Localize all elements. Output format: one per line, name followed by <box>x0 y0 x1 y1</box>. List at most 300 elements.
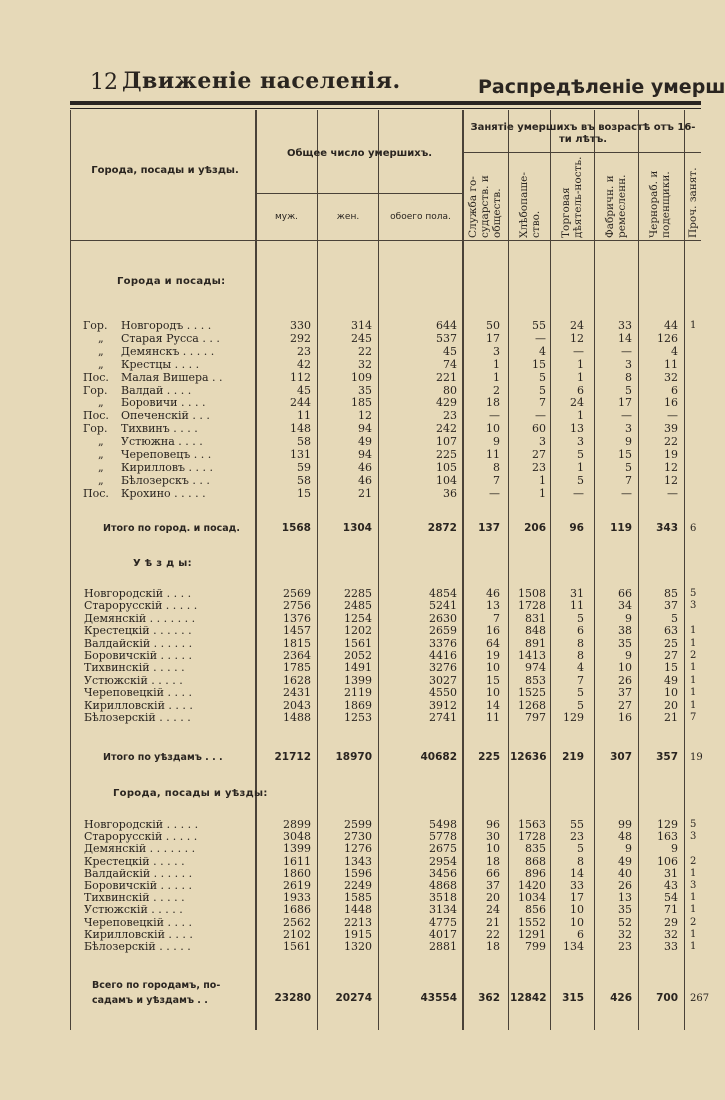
cell-c1: 19 <box>486 649 500 662</box>
cell-c5: 63 <box>664 624 678 638</box>
cell-c1: 10 <box>486 422 500 436</box>
cell-c5: 20 <box>664 698 678 712</box>
cell-m: 2431 <box>283 686 311 700</box>
cell-c2: 853 <box>525 673 546 687</box>
cell-c2: 831 <box>525 611 546 625</box>
row-name: Крестцы . . . . <box>121 357 200 371</box>
cell-c3: 11 <box>570 599 584 613</box>
cell-t: 5778 <box>429 830 457 844</box>
cell-f: 1596 <box>344 866 372 880</box>
row-name: Череповецкій . . . . <box>84 915 192 929</box>
cell-m: 23280 <box>274 992 311 1004</box>
cell-f: 20274 <box>335 992 372 1004</box>
row-name: Старая Русса . . . <box>121 331 220 345</box>
cell-t: 3456 <box>429 866 457 880</box>
cell-c6: 2 <box>690 855 697 867</box>
cell-c3: 8 <box>577 636 584 650</box>
table-row <box>0 409 701 422</box>
section-title: Распредѣленіе умерш <box>478 76 725 98</box>
cell-c2: 1728 <box>518 830 546 844</box>
cell-c1: 16 <box>486 624 500 638</box>
cell-c1: 14 <box>486 698 500 712</box>
cell-c3: 5 <box>577 611 584 625</box>
table-row <box>0 879 701 892</box>
cell-t: 23 <box>443 409 457 423</box>
cell-c5: 357 <box>656 751 678 763</box>
cell-c2: 12842 <box>510 992 547 1004</box>
cell-c1: 18 <box>486 940 500 953</box>
row-name: Демянскъ . . . . . <box>121 344 215 358</box>
cell-c3: — <box>573 486 584 500</box>
col-header-occ-other: Проч. занят. <box>687 167 699 238</box>
cell-t: 4854 <box>429 587 457 600</box>
cell-m: 1628 <box>283 673 311 687</box>
col-header-female: жен. <box>336 212 360 222</box>
cell-t: 242 <box>436 422 457 436</box>
cell-c4: 13 <box>618 891 632 905</box>
cell-c3: 7 <box>577 673 584 687</box>
cell-m: 2756 <box>283 599 311 613</box>
cell-f: 1304 <box>342 522 372 534</box>
cell-c6: 267 <box>690 993 710 1004</box>
cell-c6: 3 <box>690 880 697 891</box>
col-header-male: муж. <box>274 212 299 222</box>
cell-c2: 1268 <box>518 698 546 712</box>
cell-c5: 44 <box>664 319 678 332</box>
cell-c5: 700 <box>656 992 678 1004</box>
row-prefix: „ <box>98 344 104 358</box>
cell-c2: 835 <box>525 842 546 856</box>
cell-m: 148 <box>290 422 311 436</box>
cell-t: 80 <box>443 383 457 397</box>
cell-c6: 1 <box>690 699 697 711</box>
cell-c2: 1508 <box>518 587 546 600</box>
cell-m: 1785 <box>283 661 311 675</box>
cell-m: 2102 <box>283 927 311 941</box>
col-header-occ-service: Служба го-сударств. и обществ. <box>467 175 503 238</box>
row-name: Крестецкій . . . . . . <box>84 624 192 638</box>
cell-c5: 21 <box>664 711 678 724</box>
row-name: Устюжскій . . . . . <box>84 673 183 687</box>
cell-c2: 974 <box>525 661 546 675</box>
cell-c6: 6 <box>690 523 697 534</box>
table-row <box>0 448 701 461</box>
cell-c3: 14 <box>570 866 584 880</box>
table-row <box>0 674 701 687</box>
cell-f: 1585 <box>344 891 372 905</box>
cell-f: 109 <box>351 370 372 384</box>
table-row <box>0 661 701 674</box>
page-header <box>0 0 725 110</box>
cell-m: 45 <box>297 383 311 397</box>
cell-c1: 10 <box>486 686 500 700</box>
cell-c5: 9 <box>671 842 678 856</box>
cell-t: 74 <box>443 357 457 371</box>
cell-c1: 10 <box>486 842 500 856</box>
cell-t: 107 <box>436 435 457 449</box>
cell-t: 4416 <box>429 649 457 662</box>
cell-c4: 9 <box>625 649 632 662</box>
row-name: Боровичскій . . . . . <box>84 649 193 662</box>
col-header-both: обоего пола. <box>390 212 451 222</box>
cell-t: 105 <box>436 460 457 474</box>
row-name: Демянскій . . . . . . . <box>84 611 196 625</box>
cell-c1: 24 <box>486 903 500 917</box>
table-row <box>0 686 701 699</box>
cell-c4: 10 <box>618 661 632 675</box>
cell-m: 112 <box>290 370 311 384</box>
row-name: Череповецъ . . . <box>121 448 212 461</box>
cell-m: 59 <box>297 460 311 474</box>
cell-c2: 868 <box>525 854 546 868</box>
cell-m: 131 <box>290 448 311 461</box>
cell-c5: 6 <box>671 383 678 397</box>
cell-f: 46 <box>358 460 372 474</box>
row-name: Валдайскій . . . . . . <box>84 636 193 650</box>
cell-t: 4550 <box>429 686 457 700</box>
row-name: Устюжна . . . . <box>121 435 203 449</box>
cell-c3: 5 <box>577 686 584 700</box>
table-row <box>0 599 701 612</box>
cell-m: 58 <box>297 435 311 449</box>
table-row <box>0 422 701 435</box>
cell-f: 1448 <box>344 903 372 917</box>
cell-c6: 1 <box>690 662 697 674</box>
cell-c1: 3 <box>493 344 500 358</box>
cell-m: 292 <box>290 331 311 345</box>
cell-c1: 13 <box>486 599 500 613</box>
cell-f: 2730 <box>344 830 372 844</box>
cell-f: 49 <box>358 435 372 449</box>
row-prefix: Гор. <box>83 422 108 436</box>
cell-c6: 1 <box>690 625 697 637</box>
cell-c5: 10 <box>664 686 678 700</box>
table-row <box>0 332 701 345</box>
cell-c4: 3 <box>625 357 632 371</box>
cell-c1: 18 <box>486 854 500 868</box>
table-row <box>0 624 701 637</box>
table-row <box>0 371 701 384</box>
cell-c6: 1 <box>690 928 697 940</box>
cell-c3: 10 <box>570 903 584 917</box>
cell-c6: 19 <box>690 752 703 763</box>
cell-c5: 5 <box>671 611 678 625</box>
cell-c2: — <box>535 409 546 423</box>
cell-c5: 343 <box>656 522 678 534</box>
cell-c5: 4 <box>671 344 678 358</box>
cell-c6: 1 <box>690 687 697 699</box>
table-row <box>0 940 701 953</box>
cell-m: 58 <box>297 473 311 487</box>
cell-c5: 29 <box>664 915 678 929</box>
col-header-place: Города, посады и уѣзды. <box>91 165 239 176</box>
cell-c1: 11 <box>486 711 500 724</box>
row-name: Бѣлозерскъ . . . <box>121 473 210 487</box>
cell-c3: 1 <box>577 357 584 371</box>
cell-c2: 5 <box>539 370 546 384</box>
row-prefix: „ <box>98 435 104 449</box>
cell-c6: 3 <box>690 831 697 843</box>
row-prefix: Пос. <box>83 370 109 384</box>
cell-c6: 5 <box>690 588 697 599</box>
cell-t: 3134 <box>429 903 457 917</box>
cell-c3: 23 <box>570 830 584 844</box>
cell-t: 2881 <box>429 940 457 953</box>
cell-c6: 2 <box>690 916 697 928</box>
cell-c1: 66 <box>486 866 500 880</box>
cell-c3: 24 <box>570 396 584 410</box>
cell-f: 1254 <box>344 611 372 625</box>
row-name: Боровичи . . . . <box>121 396 206 410</box>
cell-c2: 7 <box>539 396 546 410</box>
cell-t: 2630 <box>429 611 457 625</box>
header-rule-thin <box>70 108 701 109</box>
cell-c1: — <box>489 486 500 500</box>
cell-c1: 96 <box>486 818 500 831</box>
cell-m: 21712 <box>274 751 311 763</box>
row-name: Бѣлозерскій . . . . . <box>84 711 191 724</box>
cell-m: 1399 <box>283 842 311 856</box>
table-row <box>0 461 701 474</box>
cell-t: 644 <box>436 319 457 332</box>
row-name: Опеченскій . . . <box>121 409 210 423</box>
cell-f: 2285 <box>344 587 372 600</box>
row-name: Новгородъ . . . . <box>121 319 212 332</box>
cell-c2: 1420 <box>518 879 546 892</box>
cell-c5: 85 <box>664 587 678 600</box>
cell-c3: 219 <box>562 751 584 763</box>
cell-c1: 21 <box>486 915 500 929</box>
table-row <box>0 358 701 371</box>
cell-c3: 8 <box>577 854 584 868</box>
cell-c3: 33 <box>570 879 584 892</box>
cell-t: 5498 <box>429 818 457 831</box>
cell-m: 11 <box>297 409 311 423</box>
cell-f: 2485 <box>344 599 372 613</box>
cell-f: 46 <box>358 473 372 487</box>
cell-t: 5241 <box>429 599 457 613</box>
cell-m: 1860 <box>283 866 311 880</box>
cell-c4: 66 <box>618 587 632 600</box>
cell-c1: 37 <box>486 879 500 892</box>
table-row <box>0 637 701 650</box>
cell-c3: 6 <box>577 383 584 397</box>
cell-c2: 4 <box>539 344 546 358</box>
cell-c4: 52 <box>618 915 632 929</box>
cell-f: 2249 <box>344 879 372 892</box>
table-row <box>0 699 701 712</box>
cell-c4: 307 <box>610 751 632 763</box>
cell-c6: 1 <box>690 637 697 649</box>
cell-c4: 8 <box>625 370 632 384</box>
cell-c2: 23 <box>532 460 546 474</box>
cell-c6: 3 <box>690 600 697 612</box>
cell-f: 245 <box>351 331 372 345</box>
cell-c5: 126 <box>657 331 678 345</box>
cell-c2: 856 <box>525 903 546 917</box>
row-prefix: „ <box>98 460 104 474</box>
cell-t: 2675 <box>429 842 457 856</box>
row-name: Новгородскій . . . . <box>84 587 192 600</box>
cell-c6: 1 <box>690 320 697 331</box>
row-name: Новгородскій . . . . . <box>84 818 199 831</box>
cell-c4: 15 <box>618 448 632 461</box>
cell-f: 18970 <box>335 751 372 763</box>
cell-c5: 11 <box>664 357 678 371</box>
cell-c5: 33 <box>664 940 678 953</box>
cell-c4: 14 <box>618 331 632 345</box>
cell-c5: — <box>667 409 678 423</box>
cell-t: 221 <box>436 370 457 384</box>
table-row <box>0 649 701 662</box>
table-row <box>0 855 701 868</box>
cell-t: 225 <box>436 448 457 461</box>
col-header-occ-trade: Торговая дѣятель-ность. <box>560 156 584 238</box>
cell-f: 1399 <box>344 673 372 687</box>
row-prefix: Гор. <box>83 383 108 397</box>
col-header-occ-laborers: Чернораб. и поденщики. <box>648 170 672 238</box>
cell-t: 3027 <box>429 673 457 687</box>
cell-c5: 12 <box>664 473 678 487</box>
cell-c3: 6 <box>577 927 584 941</box>
cell-t: 537 <box>436 331 457 345</box>
row-name: Валдай . . . . <box>121 383 192 397</box>
cell-c4: 9 <box>625 611 632 625</box>
cell-c1: 18 <box>486 396 500 410</box>
cell-c4: 9 <box>625 435 632 449</box>
cell-c3: 12 <box>570 331 584 345</box>
total-label-line2: садамъ и уѣздамъ . . <box>92 995 208 1006</box>
cell-c2: 1525 <box>518 686 546 700</box>
section-title-towns: Города и посады: <box>117 276 226 287</box>
header-rule-thick <box>70 101 701 105</box>
row-prefix: „ <box>98 357 104 371</box>
cell-c5: 71 <box>664 903 678 917</box>
cell-t: 4017 <box>429 927 457 941</box>
cell-t: 4868 <box>429 879 457 892</box>
cell-c5: 43 <box>664 879 678 892</box>
cell-f: 1253 <box>344 711 372 724</box>
table-row-counties-total <box>0 751 701 764</box>
cell-c4: 38 <box>618 624 632 638</box>
total-label: Итого по город. и посад. <box>103 523 240 534</box>
cell-c4: 35 <box>618 636 632 650</box>
cell-c3: 1 <box>577 370 584 384</box>
cell-c3: 17 <box>570 891 584 905</box>
cell-c5: 54 <box>664 891 678 905</box>
cell-c4: 34 <box>618 599 632 613</box>
cell-t: 104 <box>436 473 457 487</box>
cell-c1: 225 <box>478 751 500 763</box>
cell-c1: 64 <box>486 636 500 650</box>
table-row <box>0 711 701 724</box>
table-row <box>0 384 701 397</box>
cell-c2: 5 <box>539 383 546 397</box>
cell-c4: 40 <box>618 866 632 880</box>
cell-m: 1457 <box>283 624 311 638</box>
cell-c3: 24 <box>570 319 584 332</box>
cell-c1: 7 <box>493 473 500 487</box>
cell-f: 32 <box>358 357 372 371</box>
table-row <box>0 587 701 600</box>
cell-m: 2619 <box>283 879 311 892</box>
cell-c4: 26 <box>618 879 632 892</box>
cell-m: 2899 <box>283 818 311 831</box>
cell-m: 1611 <box>283 854 311 868</box>
table-row <box>0 435 701 448</box>
cell-c5: 31 <box>664 866 678 880</box>
cell-t: 429 <box>436 396 457 410</box>
cell-c1: 30 <box>486 830 500 844</box>
cell-c3: 3 <box>577 435 584 449</box>
cell-c2: 1291 <box>518 927 546 941</box>
cell-c5: 27 <box>664 649 678 662</box>
cell-m: 1568 <box>281 522 311 534</box>
cell-c5: 129 <box>657 818 678 831</box>
cell-t: 40682 <box>420 751 457 763</box>
cell-c3: 5 <box>577 473 584 487</box>
cell-c6: 2 <box>690 650 697 661</box>
cell-c2: 1413 <box>518 649 546 662</box>
cell-c3: 5 <box>577 448 584 461</box>
cell-m: 2364 <box>283 649 311 662</box>
cell-t: 2954 <box>429 854 457 868</box>
cell-c3: 315 <box>562 992 584 1004</box>
cell-c2: 12636 <box>510 751 547 763</box>
cell-c5: 37 <box>664 599 678 613</box>
cell-c5: 19 <box>664 448 678 461</box>
cell-c4: 17 <box>618 396 632 410</box>
cell-c1: 137 <box>478 522 500 534</box>
cell-c3: 5 <box>577 842 584 856</box>
cell-c2: 848 <box>525 624 546 638</box>
row-name: Валдайскій . . . . . . <box>84 866 193 880</box>
cell-c4: 16 <box>618 711 632 724</box>
cell-c4: 35 <box>618 903 632 917</box>
cell-c4: 23 <box>618 940 632 953</box>
cell-c4: 27 <box>618 698 632 712</box>
cell-m: 244 <box>290 396 311 410</box>
cell-c3: 31 <box>570 587 584 600</box>
cell-f: 1320 <box>344 940 372 953</box>
cell-c6: 5 <box>690 819 697 830</box>
table-row <box>0 916 701 929</box>
row-prefix: Гор. <box>83 319 108 332</box>
row-name: Кирилловскій . . . . <box>84 698 193 712</box>
table-row <box>0 319 701 332</box>
cell-c2: 1552 <box>518 915 546 929</box>
cell-t: 2741 <box>429 711 457 724</box>
cell-c5: — <box>667 486 678 500</box>
cell-c5: 15 <box>664 661 678 675</box>
cell-c3: 96 <box>569 522 584 534</box>
cell-c3: 8 <box>577 649 584 662</box>
cell-c2: 1563 <box>518 818 546 831</box>
cell-f: 314 <box>351 319 372 332</box>
cell-c4: — <box>621 409 632 423</box>
cell-c2: 206 <box>524 522 546 534</box>
cell-c3: 10 <box>570 915 584 929</box>
col-header-total-deaths: Общее число умершихъ. <box>286 148 433 159</box>
table-row <box>0 903 701 916</box>
row-name: Демянскій . . . . . . . <box>84 842 196 856</box>
row-name: Устюжскій . . . . . <box>84 903 183 917</box>
cell-m: 1815 <box>283 636 311 650</box>
cell-c2: — <box>535 331 546 345</box>
cell-c3: 13 <box>570 422 584 436</box>
cell-c3: 134 <box>563 940 584 953</box>
cell-t: 3376 <box>429 636 457 650</box>
